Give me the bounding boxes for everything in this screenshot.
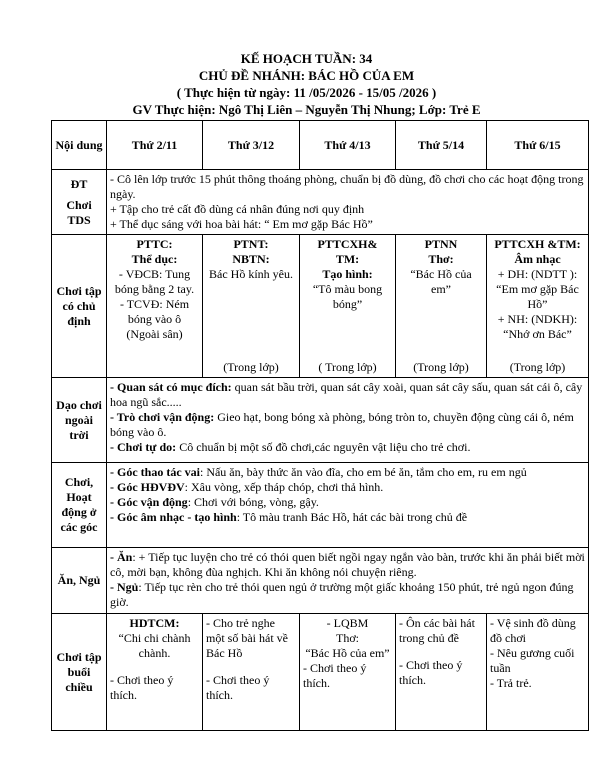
corner-item: - Góc âm nhạc - tạo hình: Tô màu tranh Bác Hồ, hát các bài trong chủ đề xyxy=(110,510,468,524)
header-row xyxy=(52,121,589,170)
col-header-monday: Thứ 2/11 xyxy=(107,121,203,170)
col-header-wednesday: Thứ 4/13 xyxy=(300,121,396,170)
row-label-outdoor: Dạo chơi ngoài trời xyxy=(52,378,107,463)
col-header-thursday: Thứ 5/14 xyxy=(396,121,487,170)
row-label-corners: Chơi, Hoạt động ở các góc xyxy=(52,463,107,548)
col-header-content: Nội dung xyxy=(52,121,107,170)
meal-item: - Ăn: + Tiếp tục luyện cho trẻ có thói quen biết ngồi ngay ngắn vào bàn, trước khi ăn phải biết mời cô, mời bạn, không đùa nghịch. Khi ăn không nói chuyện riêng. xyxy=(110,550,585,579)
outdoor-item: - Quan sát có mục đích: quan sát bầu trời, quan sát cây xoài, quan sát cây sấu, quan sát cái ô, cây hoa ngũ sắc..... xyxy=(110,380,583,409)
row-meals xyxy=(52,548,589,614)
welcome-content: - Cô lên lớp trước 15 phút thông thoáng phòng, chuẩn bị đồ dùng, đồ chơi cho các hoạt động trong ngày. + Tập cho trẻ cất đồ dùng cá nhân đúng nơi quy định + Thể dục sáng với hoa bài hát: “ Em mơ gặp Bác Hồ” xyxy=(107,170,589,235)
outdoor-item: - Trò chơi vận động: Gieo hạt, bong bóng xà phòng, bóng tròn to, chuyền động cùng cái ô, ném bóng vào ô. xyxy=(110,410,574,439)
lesson-friday: PTTCXH &TM: Âm nhạc + DH: (NDTT ): “Em mơ gặp Bác Hồ” + NH: (NDKH): “Nhớ ơn Bác” (Trong lớp) xyxy=(487,235,589,378)
afternoon-thursday: - Ôn các bài hát trong chủ đề - Chơi theo ý thích. xyxy=(396,614,487,731)
meals-content xyxy=(107,548,589,614)
lesson-tuesday: PTNT: NBTN: Bác Hồ kính yêu. (Trong lớp) xyxy=(203,235,300,378)
row-lessons xyxy=(52,235,589,378)
corners-content xyxy=(107,463,589,548)
row-label-welcome: ĐT Chơi TDS xyxy=(52,170,107,235)
plan-title: KẾ HOẠCH TUẦN: 34 xyxy=(240,51,373,66)
row-label-afternoon: Chơi tập buổi chiều xyxy=(52,614,107,731)
row-label-lessons: Chơi tập có chủ định xyxy=(52,235,107,378)
teacher-info: GV Thực hiện: Ngô Thị Liên – Nguyễn Thị Nhung; Lớp: Trẻ E xyxy=(132,102,481,117)
theme-title: CHỦ ĐỀ NHÁNH: BÁC HỒ CỦA EM xyxy=(198,68,415,83)
corner-item: - Góc vận động: Chơi với bóng, vòng, gậy. xyxy=(110,495,319,509)
corner-item: - Góc HĐVĐV: Xâu vòng, xếp tháp chóp, chơi thả hình. xyxy=(110,480,384,494)
outdoor-item: - Chơi tự do: Cô chuẩn bị một số đồ chơi,các nguyên vật liệu cho trẻ chơi. xyxy=(110,440,471,454)
row-corners xyxy=(52,463,589,548)
weekly-plan-table xyxy=(51,120,589,731)
afternoon-wednesday: - LQBM Thơ: “Bác Hồ của em” - Chơi theo ý thích. xyxy=(300,614,396,731)
meal-item: - Ngủ: Tiếp tục rèn cho trẻ thói quen ngủ ở trường một giấc khoảng 150 phút, trẻ ngủ ngon đúng giờ. xyxy=(110,580,574,609)
row-outdoor xyxy=(52,378,589,463)
col-header-friday: Thứ 6/15 xyxy=(487,121,589,170)
outdoor-content xyxy=(107,378,589,463)
afternoon-tuesday: - Cho trẻ nghe một số bài hát về Bác Hồ - Chơi theo ý thích. xyxy=(203,614,300,731)
lesson-wednesday: PTTCXH& TM: Tạo hình: “Tô màu bong bóng” ( Trong lớp) xyxy=(300,235,396,378)
row-afternoon xyxy=(52,614,589,731)
afternoon-monday: HDTCM: “Chi chi chành chành. - Chơi theo ý thích. xyxy=(107,614,203,731)
col-header-tuesday: Thứ 3/12 xyxy=(203,121,300,170)
afternoon-friday: - Vệ sinh đồ dùng đồ chơi - Nêu gương cuối tuần - Trả trẻ. xyxy=(487,614,589,731)
corner-item: - Góc thao tác vai: Nấu ăn, bày thức ăn vào đĩa, cho em bé ăn, tắm cho em, ru em ngủ xyxy=(110,465,527,479)
row-welcome xyxy=(52,170,589,235)
date-range: ( Thực hiện từ ngày: 11 /05/2026 - 15/05 /2026 ) xyxy=(176,85,437,100)
lesson-thursday: PTNN Thơ: “Bác Hồ của em” (Trong lớp) xyxy=(396,235,487,378)
row-label-meals: Ăn, Ngủ xyxy=(52,548,107,614)
lesson-monday: PTTC: Thể dục: - VĐCB: Tung bóng bằng 2 tay. - TCVĐ: Ném bóng vào ô (Ngoài sân) xyxy=(107,235,203,378)
